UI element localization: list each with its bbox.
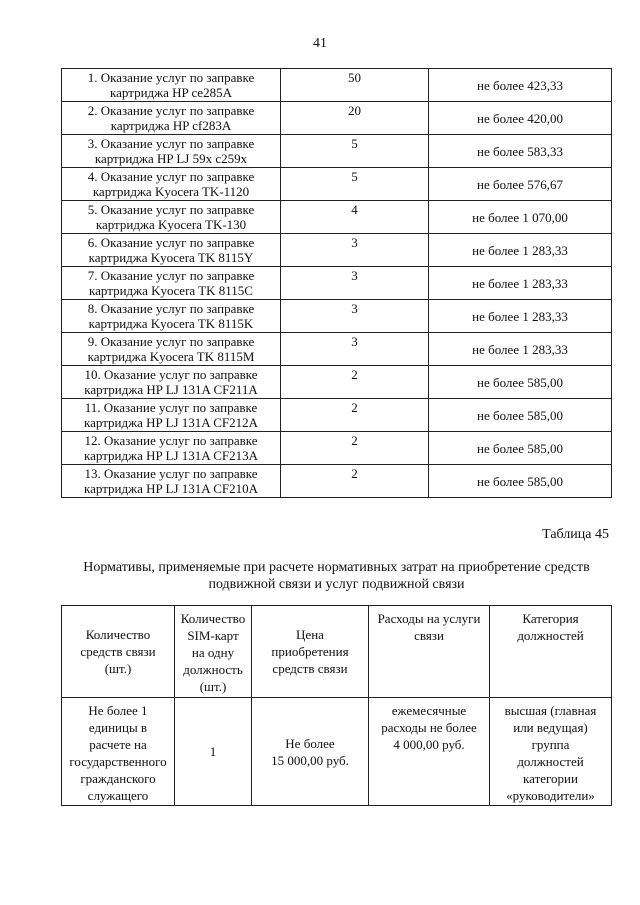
cell-price: не более 576,67 (429, 168, 612, 201)
cell-price: не более 1 283,33 (429, 333, 612, 366)
cell-quantity: 5 (281, 168, 429, 201)
cell-price: не более 420,00 (429, 102, 612, 135)
cell-price: не более 1 283,33 (429, 234, 612, 267)
cell-service-name: 13. Оказание услуг по заправке картриджа HP LJ 131A CF210A (62, 465, 281, 498)
table-row (62, 300, 612, 333)
table-title (61, 559, 612, 593)
cell-quantity: 3 (281, 300, 429, 333)
table-row (62, 234, 612, 267)
cell-service-name: 1. Оказание услуг по заправке картриджа HP ce285A (62, 69, 281, 102)
table-row (62, 267, 612, 300)
cell-quantity: 3 (281, 333, 429, 366)
table-row (62, 102, 612, 135)
table-title-line: Нормативы, применяемые при расчете нормативных затрат на приобретение средств (83, 560, 590, 575)
header-expenses: Расходы на услуги связи (369, 606, 490, 698)
cell-price: не более 583,33 (429, 135, 612, 168)
table-title-line: подвижной связи и услуг подвижной связи (208, 577, 465, 592)
cell-service-name: 8. Оказание услуг по заправке картриджа Kyocera TK 8115K (62, 300, 281, 333)
table-row (62, 69, 612, 102)
cell-service-name: 6. Оказание услуг по заправке картриджа Kyocera TK 8115Y (62, 234, 281, 267)
header-row (62, 606, 612, 698)
table-row (62, 333, 612, 366)
page-number: 41 (313, 36, 327, 51)
cartridge-refill-table (61, 68, 612, 498)
cell-service-name: 4. Оказание услуг по заправке картриджа Kyocera TK-1120 (62, 168, 281, 201)
cell-quantity: 20 (281, 102, 429, 135)
cell-price: не более 1 283,33 (429, 267, 612, 300)
cell-price: Не более 15 000,00 руб. (252, 698, 369, 806)
cell-service-name: 5. Оказание услуг по заправке картриджа Kyocera TK-130 (62, 201, 281, 234)
header-price: Цена приобретения средств связи (252, 606, 369, 698)
cell-service-name: 11. Оказание услуг по заправке картриджа HP LJ 131A CF212A (62, 399, 281, 432)
table-row (62, 698, 612, 806)
cell-quantity: 50 (281, 69, 429, 102)
cell-price: не более 585,00 (429, 399, 612, 432)
cell-quantity: 3 (281, 234, 429, 267)
cell-category: высшая (главная или ведущая) группа должностей категории «руководители» (490, 698, 612, 806)
cell-expenses: ежемесячные расходы не более 4 000,00 руб. (369, 698, 490, 806)
cell-service-name: 2. Оказание услуг по заправке картриджа HP cf283A (62, 102, 281, 135)
table-row (62, 168, 612, 201)
cell-quantity: 3 (281, 267, 429, 300)
cell-price: не более 585,00 (429, 432, 612, 465)
cell-price: не более 1 283,33 (429, 300, 612, 333)
table-row (62, 201, 612, 234)
header-category: Категория должностей (490, 606, 612, 698)
cell-service-name: 9. Оказание услуг по заправке картриджа Kyocera TK 8115M (62, 333, 281, 366)
cell-quantity: 2 (281, 399, 429, 432)
cell-quantity: 2 (281, 432, 429, 465)
cell-price: не более 585,00 (429, 465, 612, 498)
table-row (62, 465, 612, 498)
cell-sim-cards: 1 (175, 698, 252, 806)
cell-quantity: 2 (281, 366, 429, 399)
table-caption: Таблица 45 (542, 527, 609, 542)
cell-service-name: 10. Оказание услуг по заправке картриджа HP LJ 131A CF211A (62, 366, 281, 399)
cell-service-name: 7. Оказание услуг по заправке картриджа Kyocera TK 8115C (62, 267, 281, 300)
header-sim-cards: Количество SIM-карт на одну должность (шт.) (175, 606, 252, 698)
header-quantity: Количество средств связи (шт.) (62, 606, 175, 698)
cell-quantity: 5 (281, 135, 429, 168)
cell-service-name: 3. Оказание услуг по заправке картриджа HP LJ 59x c259x (62, 135, 281, 168)
table-row (62, 399, 612, 432)
cell-price: не более 423,33 (429, 69, 612, 102)
mobile-communication-norms-table (61, 605, 612, 806)
cell-quantity: 2 (281, 465, 429, 498)
cell-quantity: Не более 1 единицы в расчете на государственного гражданского служащего (62, 698, 175, 806)
cell-service-name: 12. Оказание услуг по заправке картриджа HP LJ 131A CF213A (62, 432, 281, 465)
cell-quantity: 4 (281, 201, 429, 234)
table-row (62, 432, 612, 465)
cell-price: не более 585,00 (429, 366, 612, 399)
cell-price: не более 1 070,00 (429, 201, 612, 234)
table-row (62, 366, 612, 399)
table-row (62, 135, 612, 168)
